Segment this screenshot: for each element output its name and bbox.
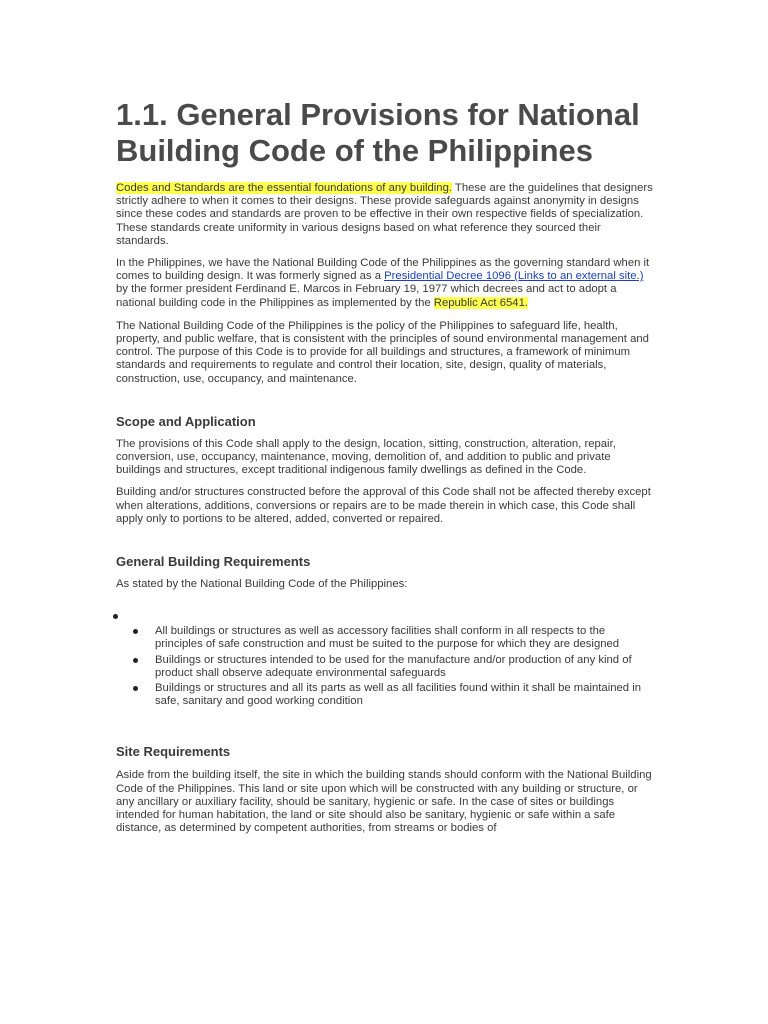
scope-heading: Scope and Application <box>116 413 256 429</box>
bullet-icon <box>133 658 138 663</box>
scope-paragraph-1: The provisions of this Code shall apply to the design, location, sitting, construction, alteration, repair, conversion, use, occupancy, maintenance, moving, demolition of, and addition to public and private buildings and structures, except traditional indigenous family dwellings as defined in the Code. <box>116 437 616 477</box>
list-item-empty <box>116 611 656 625</box>
intro-paragraph <box>116 182 656 248</box>
general-requirements-intro: As stated by the National Building Code of the Philippines: <box>116 578 408 591</box>
decree-text-after: by the former president Ferdinand E. Marcos in February 19, 1977 which decrees and act to adopt a national building code in the Philippines as implemented by the <box>116 283 617 309</box>
requirements-list <box>116 611 656 708</box>
decree-paragraph <box>116 257 656 310</box>
list-item <box>116 625 656 651</box>
republic-act-highlight: Republic Act 6541. <box>433 296 528 309</box>
requirements-sublist <box>116 625 656 708</box>
general-requirements-heading: General Building Requirements <box>116 554 311 570</box>
scope-paragraph-2: Building and/or structures constructed before the approval of this Code shall not be affected thereby except when alterations, additions, conversions or repairs are to be made therein in which case, this Code shall apply only to portions to be altered, added, converted or repaired. <box>116 486 651 525</box>
intro-text: These are the guidelines that designers strictly adhere to when it comes to their designs. These provide safeguards against anonymity in designs since these codes and standards are proven to be effective in their own respective fields of specialization. These standards create uniformity in various designs based on what reference they sourced their standards. <box>116 182 653 247</box>
nested-list-container <box>116 625 656 708</box>
list-item <box>116 682 656 708</box>
list-item <box>116 654 656 680</box>
list-item-text: Buildings or structures and all its parts as well as all facilities found within it shall be maintained in safe, sanitary and good working condition <box>155 682 642 708</box>
site-paragraph: Aside from the building itself, the site in which the building stands should conform with the National Building Code of the Philippines. This land or site upon which will be constructed with any building or structure, or any ancillary or auxiliary facility, should be sanitary, hygienic or safe. In the case of sites or buildings intended for human habitation, the land or site should also be sanitary, hygienic or safe within a safe distance, as determined by competent authorities, from streams or bodies of <box>116 769 652 835</box>
site-requirements-heading: Site Requirements <box>116 744 231 760</box>
bullet-icon <box>133 686 138 691</box>
presidential-decree-link[interactable]: Presidential Decree 1096 (Links to an external site.) <box>384 270 644 283</box>
bullet-icon <box>133 629 138 634</box>
policy-paragraph: The National Building Code of the Philippines is the policy of the Philippines to safeguard life, health, property, and public welfare, that is consistent with the principles of sound environmental management and control. The purpose of this Code is to provide for all buildings and structures, a framework of minimum standards and requirements to regulate and control their location, site, design, quality of materials, construction, use, occupancy, and maintenance. <box>116 319 649 385</box>
intro-highlight: Codes and Standards are the essential foundations of any building. <box>116 182 452 194</box>
bullet-icon <box>113 614 118 619</box>
list-item-text: Buildings or structures intended to be used for the manufacture and/or production of any kind of product shall observe adequate environmental safeguards <box>155 653 632 679</box>
document-content <box>116 97 656 836</box>
decree-text-before: In the Philippines, we have the National Building Code of the Philippines as the governing standard when it comes to building design. It was formerly signed as a <box>116 257 650 283</box>
page-title: 1.1. General Provisions for National Building Code of the Philippines <box>116 97 640 168</box>
list-item-text: All buildings or structures as well as accessory facilities shall conform in all respects to the principles of safe construction and must be suited to the purpose for which they are designed <box>155 625 620 651</box>
